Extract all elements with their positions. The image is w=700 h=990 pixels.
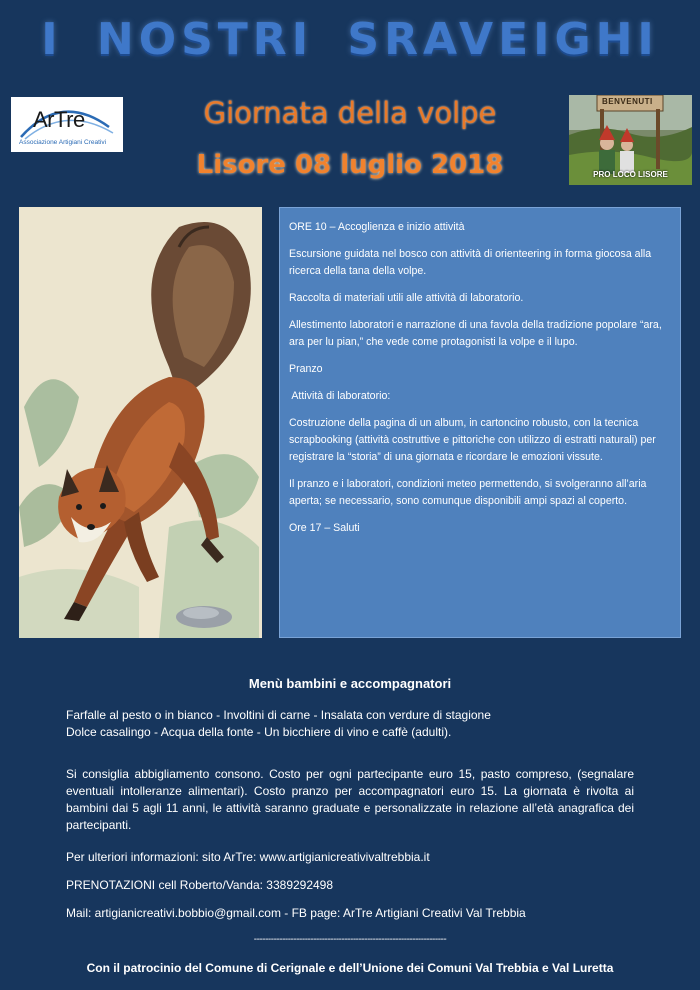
program-line: Il pranzo e i laboratori, condizioni meteo permettendo, si svolgeranno all’aria aperta; se necessario, sono comunque disponibili ampi spazi al coperto. (289, 478, 647, 507)
program-line: Pranzo (289, 363, 323, 375)
booking-info: PRENOTAZIONI cell Roberto/Vanda: 3389292498 (66, 878, 334, 892)
info-paragraph: Si consiglia abbigliamento consono. Costo per ogni partecipante euro 15, pasto compreso, (segnalare eventuali intolleranze alimentari). Costo pranzo per accompagnatori euro 15. La giornata è rivolta ai bambini dai 5 agli 11 anni, le attività saranno graduate e personalizzate in relazione all’età anagrafica dei partecipanti. (66, 767, 634, 832)
fox-illustration (19, 207, 262, 638)
event-title: Giornata della volpe (203, 96, 497, 130)
contact-info: Mail: artigianicreativi.bobbio@gmail.com - FB page: ArTre Artigiani Creativi Val Trebbia (66, 906, 526, 920)
event-date: Lisore 08 luglio 2018 (196, 150, 504, 180)
program-line: ORE 10 – Accoglienza e inizio attività (289, 221, 465, 233)
website-info: Per ulteriori informazioni: sito ArTre: www.artigianicreativivaltrebbia.it (66, 850, 430, 864)
program-line: Escursione guidata nel bosco con attività di orienteering in forma giocosa alla ricerca della tana della volpe. (289, 248, 652, 277)
divider-line: -------------------------------------------------------------------- (253, 934, 447, 945)
program-line: Costruzione della pagina di un album, in cartoncino robusto, con la tecnica scrapbooking (attività costruttive e pittoriche con utilizzo di estratti naturali) per registrare la “storia” di una giornata e ricordare le emozioni vissute. (289, 417, 656, 463)
program-line: Attività di laboratorio: (289, 390, 391, 402)
pro-loco-logo (569, 95, 692, 185)
poster-title: I NOSTRI SRAVEIGHI (41, 14, 659, 65)
program-line: Ore 17 – Saluti (289, 522, 360, 534)
program-line: Allestimento laboratori e narrazione di una favola della tradizione popolare “ara, ara per lu pian,” che vede come protagonisti la volpe e il lupo. (289, 319, 662, 348)
program-line: Raccolta di materiali utili alle attività di laboratorio. (289, 292, 524, 304)
menu-line-1: Farfalle al pesto o in bianco - Involtini di carne - Insalata con verdure di stagione (66, 708, 491, 722)
program-box (279, 207, 681, 638)
fox-icon (19, 207, 262, 638)
menu-title: Menù bambini e accompagnatori (248, 676, 452, 691)
artre-logo-word: ArTre (33, 107, 85, 132)
artre-logo-tagline: Associazione Artigiani Creativi (19, 139, 107, 146)
pro-loco-label: PRO LOCO LISORE (593, 170, 668, 179)
menu-line-2: Dolce casalingo - Acqua della fonte - Un bicchiere di vino e caffè (adulti). (66, 725, 452, 739)
pro-loco-sign-text: BENVENUTI (602, 97, 653, 106)
footer-patronage: Con il patrocinio del Comune di Cerignale e dell’Unione dei Comuni Val Trebbia e Val Luretta (86, 961, 614, 975)
